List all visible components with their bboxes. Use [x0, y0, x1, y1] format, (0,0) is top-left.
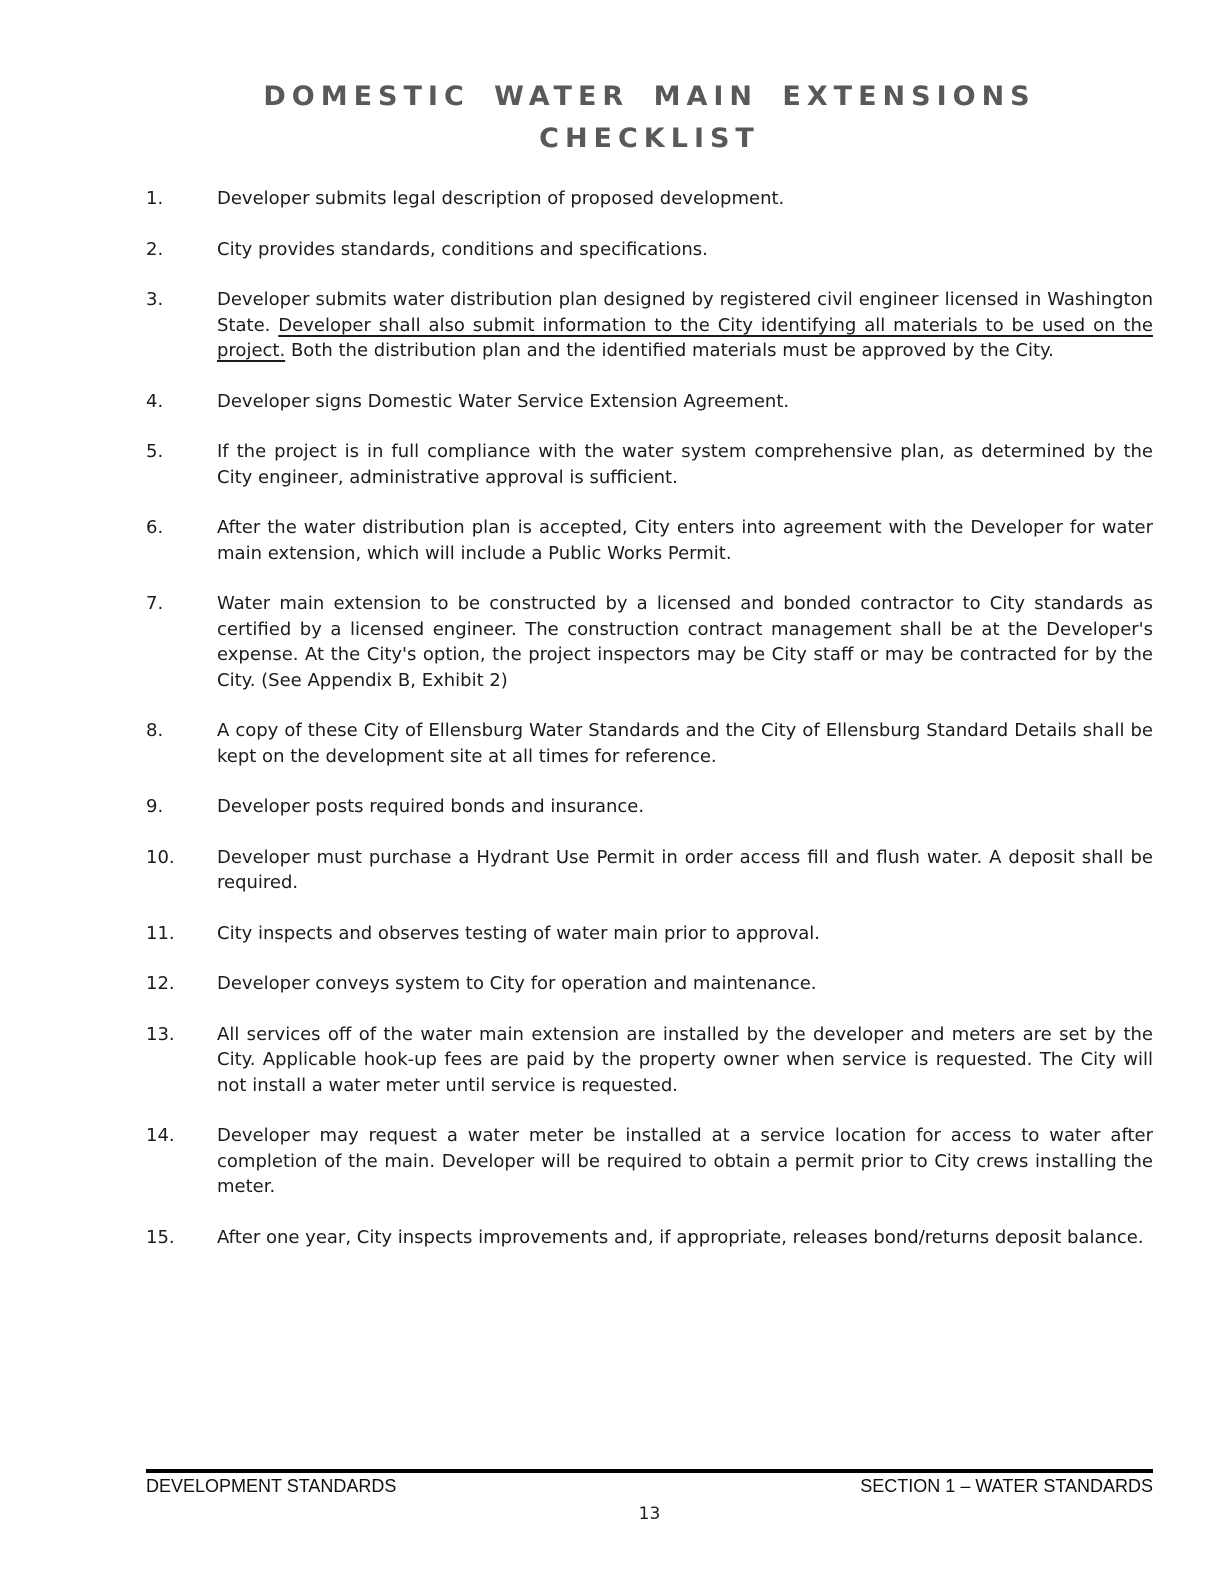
checklist-item: [146, 237, 1153, 263]
checklist-item: [146, 1022, 1153, 1099]
checklist-item: [146, 971, 1153, 997]
item-text: After the water distribution plan is accepted, City enters into agreement with the Developer for water main extension, which will include a Public Works Permit.: [217, 517, 1153, 564]
item-number: 13.: [146, 1023, 175, 1045]
item-number: 1.: [146, 188, 164, 209]
item-number: 9.: [146, 796, 164, 817]
checklist-item: [146, 186, 1153, 212]
checklist-item: [146, 1123, 1153, 1200]
item-text: [217, 287, 1153, 364]
item-number: 12.: [146, 973, 175, 994]
footer-rule: [146, 1469, 1153, 1473]
item-text-segment: Both the distribution plan and the identified materials must be approved by the City.: [290, 340, 1054, 361]
item-text: Developer signs Domestic Water Service Extension Agreement.: [217, 390, 790, 412]
item-number: 10.: [146, 846, 175, 868]
item-text: Developer conveys system to City for operation and maintenance.: [217, 973, 817, 994]
checklist-item: [146, 1225, 1153, 1251]
item-text: City provides standards, conditions and specifications.: [217, 238, 708, 260]
item-text-segment: Developer submits water distribution plan designed by registered civil engineer licensed in Washington State.: [217, 289, 1153, 336]
footer-left-label: DEVELOPMENT STANDARDS: [146, 1476, 397, 1496]
checklist-item: [146, 439, 1153, 490]
item-number: 3.: [146, 289, 164, 310]
page-number: 13: [638, 1504, 661, 1524]
item-text: Developer may request a water meter be installed at a service location for access to water after completion of the main. Developer will be required to obtain a permit prior to City crews installing the meter.: [217, 1125, 1153, 1197]
checklist-item: [146, 287, 1153, 364]
checklist-item: [146, 718, 1153, 769]
item-number: 8.: [146, 720, 164, 741]
item-text: Developer submits legal description of proposed development.: [217, 188, 785, 209]
checklist: [146, 186, 1153, 1250]
item-text: After one year, City inspects improvements and, if appropriate, releases bond/returns deposit balance.: [217, 1226, 1144, 1248]
checklist-item: [146, 845, 1153, 896]
item-text: A copy of these City of Ellensburg Water Standards and the City of Ellensburg Standard Details shall be kept on the development site at all times for reference.: [217, 720, 1153, 767]
checklist-item: [146, 515, 1153, 566]
checklist-item: [146, 389, 1153, 415]
item-number: 11.: [146, 922, 175, 944]
document-title: [146, 76, 1153, 160]
item-text: If the project is in full compliance with the water system comprehensive plan, as determined by the City engineer, administrative approval is sufficient.: [217, 441, 1153, 488]
item-text: All services off of the water main extension are installed by the developer and meters are set by the City. Applicable hook-up fees are paid by the property owner when service is requested. The City will not install a water meter until service is requested.: [217, 1023, 1153, 1096]
page-footer: [146, 1469, 1153, 1524]
footer-row: [146, 1476, 1153, 1497]
title-line-2: CHECKLIST: [539, 123, 760, 154]
item-number: 14.: [146, 1125, 175, 1146]
item-text: City inspects and observes testing of water main prior to approval.: [217, 922, 820, 944]
item-number: 2.: [146, 238, 164, 260]
item-number: 15.: [146, 1226, 175, 1248]
item-text: Developer posts required bonds and insurance.: [217, 796, 645, 817]
item-number: 7.: [146, 593, 164, 614]
checklist-item: [146, 921, 1153, 947]
title-line-1: DOMESTIC WATER MAIN EXTENSIONS: [263, 81, 1036, 112]
checklist-item: [146, 591, 1153, 693]
checklist-item: [146, 794, 1153, 820]
item-text: Water main extension to be constructed by a licensed and bonded contractor to City standards as certified by a licensed engineer. The construction contract management shall be at the Developer's expense. At the City's option, the project inspectors may be City staff or may be contracted for by the City. (See Appendix B, Exhibit 2): [217, 593, 1153, 691]
item-number: 5.: [146, 441, 164, 462]
item-number: 6.: [146, 517, 164, 538]
footer-right-label: SECTION 1 – WATER STANDARDS: [860, 1476, 1153, 1496]
item-text: Developer must purchase a Hydrant Use Permit in order access fill and flush water. A deposit shall be required.: [217, 846, 1153, 893]
item-number: 4.: [146, 390, 164, 412]
underlined-text: Developer shall also submit information to the City identifying all materials to be used on the project.: [217, 314, 1153, 361]
